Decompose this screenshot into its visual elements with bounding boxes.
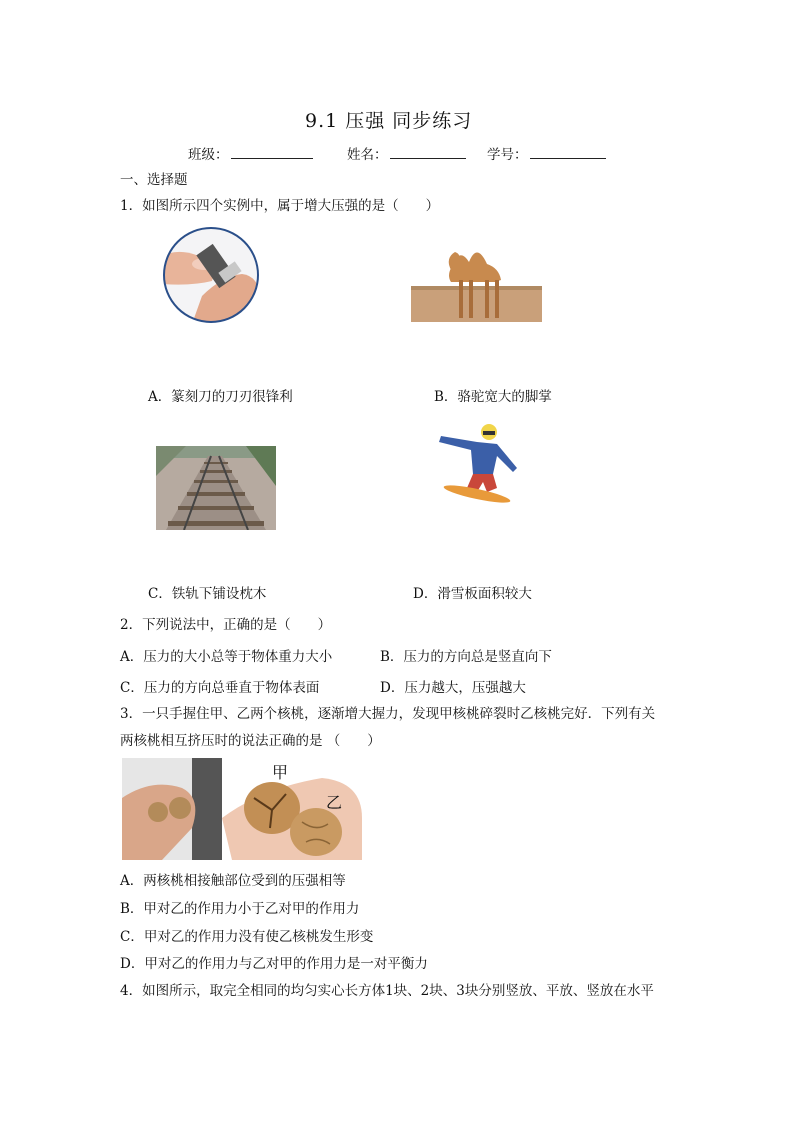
section-heading: 一、选择题 — [120, 172, 188, 188]
q1-option-b[interactable]: B．骆驼宽大的脚掌 — [434, 389, 552, 405]
q2-option-d[interactable]: D．压力越大，压强越大 — [380, 680, 526, 696]
q2-option-a[interactable]: A．压力的大小总等于物体重力大小 — [120, 649, 333, 665]
carving-knife-image — [162, 226, 260, 324]
class-blank[interactable] — [231, 145, 313, 159]
walnut-label-yi: 乙 — [326, 793, 343, 812]
class-label: 班级： — [188, 147, 229, 163]
id-field — [487, 145, 606, 164]
q3-option-b[interactable]: B．甲对乙的作用力小于乙对甲的作用力 — [120, 901, 360, 917]
id-blank[interactable] — [530, 145, 606, 159]
q3-stem-line2: 两核桃相互挤压时的说法正确的是 （ ） — [120, 733, 381, 749]
camel-image — [411, 238, 542, 322]
q2-option-c[interactable]: C．压力的方向总垂直于物体表面 — [120, 680, 320, 696]
name-label: 姓名： — [347, 147, 388, 163]
q3-option-d[interactable]: D．甲对乙的作用力与乙对甲的作用力是一对平衡力 — [120, 956, 428, 972]
q1-option-d[interactable]: D．滑雪板面积较大 — [413, 586, 532, 602]
class-field — [188, 145, 313, 164]
q4-stem-line1: 4．如图所示，取完全相同的均匀实心长方体1块、2块、3块分别竖放、平放、竖放在水平 — [120, 983, 654, 999]
q3-option-a[interactable]: A．两核桃相接触部位受到的压强相等 — [120, 873, 346, 889]
q1-option-c[interactable]: C．铁轨下铺设枕木 — [148, 586, 267, 602]
id-label: 学号： — [487, 147, 528, 163]
q1-stem: 1．如图所示四个实例中，属于增大压强的是（ ） — [120, 198, 440, 214]
walnut-label-jia: 甲 — [272, 763, 289, 782]
q2-stem: 2．下列说法中，正确的是（ ） — [120, 617, 332, 633]
page-title: 9.1 压强 同步练习 — [305, 110, 473, 132]
name-field — [347, 145, 466, 164]
q2-option-b[interactable]: B．压力的方向总是竖直向下 — [380, 649, 552, 665]
railway-track-image — [156, 446, 276, 530]
q1-option-a[interactable]: A．篆刻刀的刀刃很锋利 — [148, 389, 293, 405]
q3-stem-line1: 3．一只手握住甲、乙两个核桃，逐渐增大握力，发现甲核桃碎裂时乙核桃完好．下列有关 — [120, 706, 656, 722]
q3-option-c[interactable]: C．甲对乙的作用力没有使乙核桃发生形变 — [120, 929, 374, 945]
walnuts-image — [122, 758, 362, 860]
name-blank[interactable] — [390, 145, 466, 159]
snowboarder-image — [437, 422, 521, 508]
